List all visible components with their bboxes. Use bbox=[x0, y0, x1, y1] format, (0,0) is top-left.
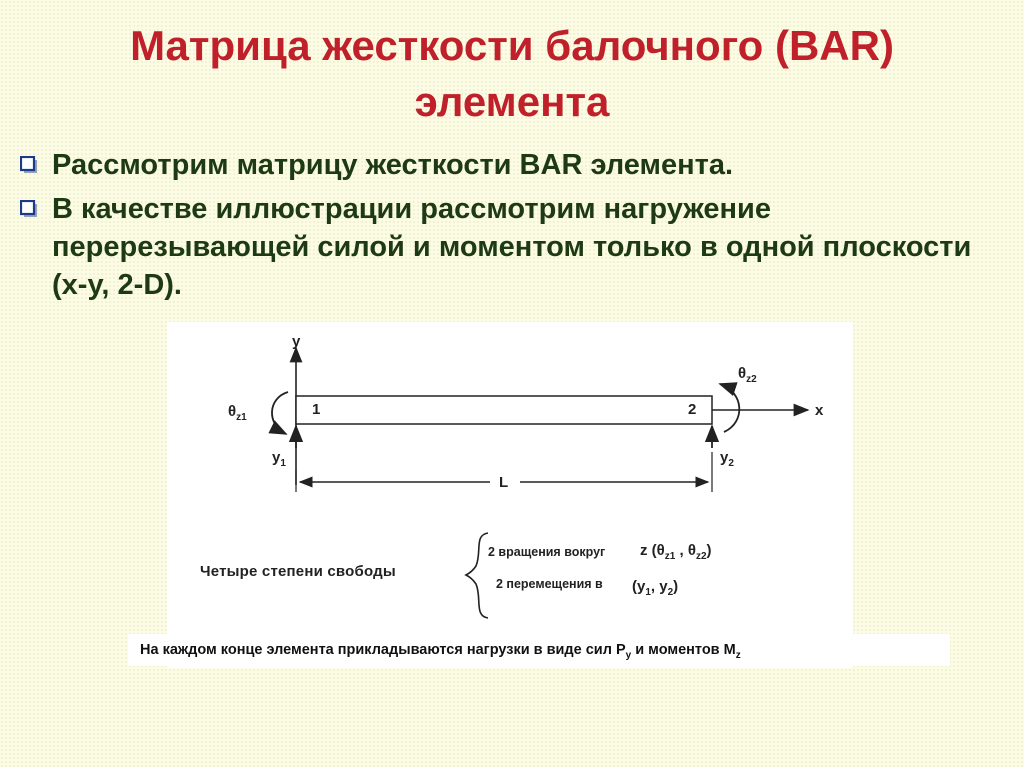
curly-brace bbox=[466, 533, 488, 618]
note-text-main: На каждом конце элемента прикладываются нагрузки в виде сил P bbox=[140, 642, 626, 658]
title-line-2: элемента bbox=[414, 78, 610, 125]
loads-note bbox=[128, 634, 950, 666]
theta-z1-label: $\theta_{z1}$ bbox=[228, 403, 247, 423]
node-1-label: 1 bbox=[312, 401, 321, 418]
y-axis-label: y bbox=[292, 333, 301, 350]
note-text-mid: и моментов M bbox=[631, 642, 736, 658]
bullet-text-2: В качестве иллюстрации рассмотрим нагружение перерезывающей силой и моментом только в одной плоскости (x-y, 2-D). bbox=[52, 193, 972, 301]
bullet-text-1: Рассмотрим матрицу жесткости BAR элемента. bbox=[52, 149, 734, 181]
note-sub-z: z bbox=[735, 649, 741, 661]
beam-rectangle bbox=[296, 396, 712, 424]
x-axis-label: x bbox=[815, 402, 824, 419]
length-label: L bbox=[499, 474, 509, 491]
y2-label: $y_2$ bbox=[720, 449, 734, 469]
theta-z2-label: $\theta_{z2}$ bbox=[738, 365, 757, 385]
note-sub-y: y bbox=[625, 649, 632, 661]
dof-translations-symbol: ($y_1$, $y_2$) bbox=[632, 578, 679, 598]
dof-label: Четыре степени свободы bbox=[200, 563, 396, 580]
moment-arc-right bbox=[720, 384, 739, 432]
y1-label: $y_1$ bbox=[272, 449, 286, 469]
dof-rotations-symbol: z ($\theta_{z1}$ , $\theta_{z2}$) bbox=[640, 542, 712, 562]
dof-translations-text: 2 перемещения в bbox=[496, 577, 603, 591]
moment-arc-left bbox=[272, 392, 288, 434]
node-2-label: 2 bbox=[688, 401, 697, 418]
title-line-1: Матрица жесткости балочного (BAR) bbox=[130, 22, 894, 69]
dof-rotations-text: 2 вращения вокруг bbox=[488, 545, 606, 559]
